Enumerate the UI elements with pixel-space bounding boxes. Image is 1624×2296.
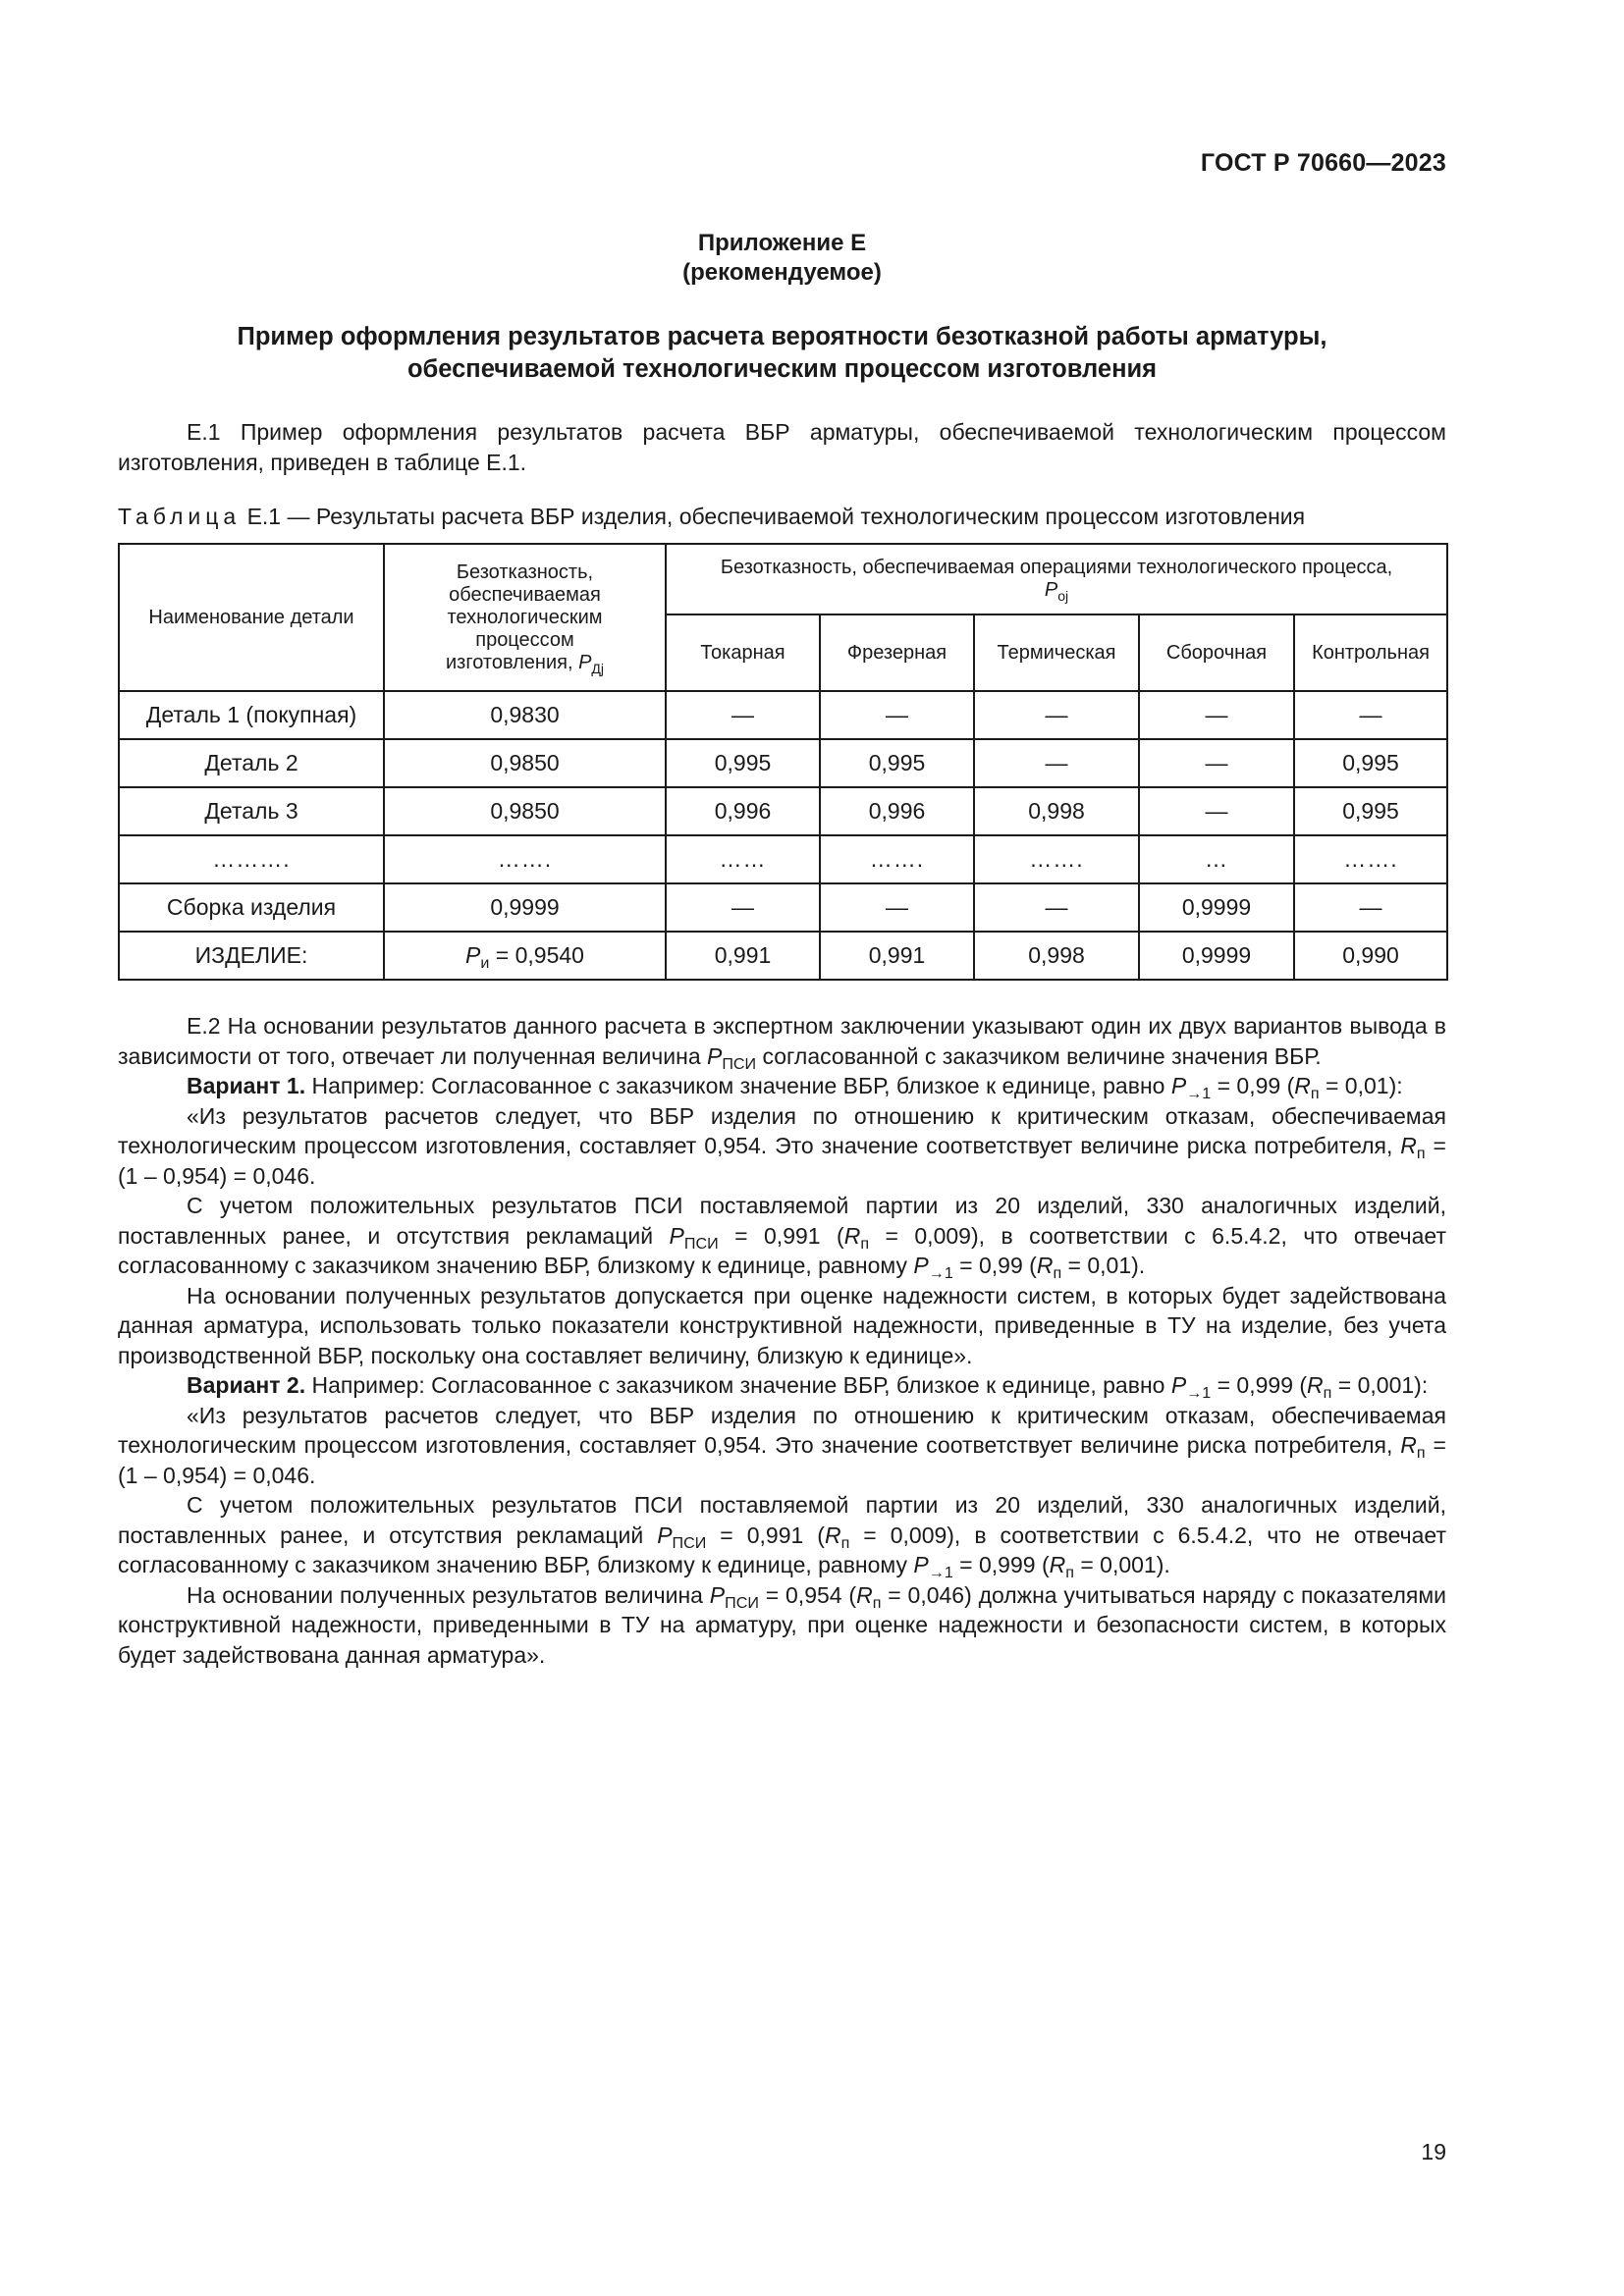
- cell-milling: 0,996: [820, 787, 974, 835]
- math-symbol: R: [1307, 1372, 1324, 1398]
- cell-assembly: 0,9999: [1139, 883, 1294, 932]
- section-title-line-1: Пример оформления результатов расчета вероятности безотказной работы арматуры,: [237, 323, 1327, 350]
- cell-total-assembly: 0,9999: [1139, 932, 1294, 980]
- cell-turning: ……: [666, 835, 820, 883]
- table-row: [119, 883, 1447, 932]
- table-row: [119, 691, 1447, 739]
- text-run: = 0,001):: [1331, 1372, 1429, 1398]
- text-run: = 0,954 (: [758, 1581, 857, 1608]
- math-symbol: P: [1170, 1073, 1187, 1098]
- results-table: [118, 543, 1448, 981]
- table-row-total: [119, 932, 1447, 980]
- conclusion-section: [118, 1011, 1446, 1670]
- cell-total-tech: [384, 932, 666, 980]
- math-subscript: п: [1310, 1085, 1320, 1102]
- appendix-status: (рекомендуемое): [682, 259, 882, 286]
- cell-turning: 0,995: [666, 739, 820, 787]
- cell-turning: —: [666, 691, 820, 739]
- cell-thermal: 0,998: [974, 787, 1139, 835]
- math-symbol: R: [1036, 1253, 1054, 1278]
- math-subscript: ПСИ: [683, 1234, 719, 1253]
- cell-thermal: —: [974, 883, 1139, 932]
- variant-2-quote-3: [118, 1580, 1446, 1671]
- text-run: Например: Согласованное с заказчиком значение ВБР, близкое к единице, равно: [305, 1073, 1171, 1098]
- math-symbol: R: [843, 1222, 861, 1249]
- math-subscript: ПСИ: [672, 1533, 707, 1552]
- math-symbol: P: [707, 1042, 723, 1069]
- total-p-subscript: и: [480, 954, 490, 972]
- cell-assembly: —: [1139, 691, 1294, 739]
- cell-control: 0,995: [1294, 739, 1447, 787]
- variant-1-intro: [118, 1071, 1446, 1101]
- math-symbol: P: [669, 1222, 684, 1249]
- text-run: = 0,001).: [1073, 1552, 1170, 1577]
- total-p-symbol: P: [465, 942, 481, 968]
- cell-assembly: …: [1139, 835, 1294, 883]
- text-run: = 0,009), в соответствии с 6.5.4.2, что не отвечает согласованному с заказчиком значению ВБР, близкому к единице, равному: [118, 1522, 1446, 1577]
- cell-control: —: [1294, 691, 1447, 739]
- math-subscript: ПСИ: [722, 1054, 757, 1073]
- text-run: = 0,999 (: [1211, 1372, 1308, 1398]
- text-run: = 0,99 (: [952, 1253, 1037, 1278]
- math-symbol: R: [1294, 1073, 1311, 1098]
- total-p-value: = 0,9540: [489, 942, 584, 968]
- cell-name: ……….: [119, 835, 384, 883]
- text-run: Е.2 На основании результатов данного расчета в экспертном заключении указывают один их двух вариантов вывода в зависимости от того, отвечает ли полученная величина: [118, 1013, 1446, 1069]
- variant-1-label: Вариант 1.: [187, 1073, 306, 1098]
- header-ops-subscript: оj: [1057, 588, 1069, 604]
- math-subscript: п: [1053, 1264, 1062, 1282]
- variant-2-quote-1: [118, 1401, 1446, 1491]
- cell-turning: —: [666, 883, 820, 932]
- text-run: На основании полученных результатов величина: [187, 1581, 710, 1608]
- cell-tech: 0,9830: [384, 691, 666, 739]
- math-symbol: P: [657, 1522, 673, 1548]
- text-run: = 0,009), в соответствии с 6.5.4.2, что отвечает согласованному с заказчиком значению ВБР, близкому к единице, равному: [118, 1222, 1446, 1278]
- cell-total-milling: 0,991: [820, 932, 974, 980]
- cell-tech: 0,9850: [384, 739, 666, 787]
- cell-turning: 0,996: [666, 787, 820, 835]
- cell-total-name: ИЗДЕЛИЕ:: [119, 932, 384, 980]
- cell-control: —: [1294, 883, 1447, 932]
- cell-thermal: …….: [974, 835, 1139, 883]
- text-run: С учетом положительных результатов ПСИ поставляемой партии из 20 изделий, 330 аналогичных изделий, поставленных ранее, и отсутствия рекламаций: [118, 1193, 1446, 1249]
- math-subscript: →1: [928, 1264, 953, 1282]
- math-symbol: P: [913, 1552, 929, 1577]
- cell-name: Деталь 2: [119, 739, 384, 787]
- table-caption: [118, 502, 1446, 531]
- cell-name: Деталь 1 (покупная): [119, 691, 384, 739]
- math-subscript: →1: [928, 1564, 953, 1581]
- text-run: «Из результатов расчетов следует, что ВБР изделия по отношению к критическим отказам, обеспечиваемая технологическим процессом изготовления, составляет 0,954. Это значение соответствует величине риска потребителя,: [118, 1402, 1446, 1458]
- math-symbol: R: [824, 1522, 841, 1548]
- variant-2-label: Вариант 2.: [187, 1372, 306, 1398]
- math-subscript: п: [872, 1593, 882, 1612]
- cell-control: 0,995: [1294, 787, 1447, 835]
- table-row: [119, 787, 1447, 835]
- cell-total-thermal: 0,998: [974, 932, 1139, 980]
- header-tech-process: [384, 544, 666, 691]
- cell-name: Деталь 3: [119, 787, 384, 835]
- header-operations: [666, 544, 1447, 614]
- table-caption-word: Таблица: [118, 504, 242, 529]
- paragraph-e2: [118, 1011, 1446, 1071]
- cell-tech: 0,9850: [384, 787, 666, 835]
- table-row: [119, 739, 1447, 787]
- math-symbol: R: [1049, 1552, 1066, 1577]
- math-subscript: →1: [1186, 1085, 1212, 1102]
- header-tech-subscript: Дj: [591, 660, 604, 676]
- cell-name: Сборка изделия: [119, 883, 384, 932]
- text-run: = 0,999 (: [952, 1552, 1050, 1577]
- variant-1-quote-3: На основании полученных результатов допускается при оценке надежности систем, в которых будет задействована данная арматура, использовать только показатели конструктивной надежности, приведенные в ТУ на изделие, без учета производственной ВБР, поскольку она составляет величину, близкую к единице».: [118, 1282, 1446, 1368]
- variant-1-quote-1: [118, 1101, 1446, 1192]
- variant-1-quote-2: [118, 1191, 1446, 1281]
- page-number: 19: [1421, 2139, 1446, 2164]
- math-subscript: п: [1323, 1384, 1332, 1402]
- math-subscript: п: [1416, 1145, 1426, 1162]
- math-subscript: ПСИ: [725, 1593, 759, 1612]
- math-symbol: R: [1400, 1432, 1417, 1458]
- text-run: = (1 – 0,954) = 0,046.: [118, 1432, 1446, 1488]
- math-symbol: P: [709, 1581, 726, 1608]
- cell-thermal: —: [974, 739, 1139, 787]
- paragraph-e1: [118, 417, 1446, 477]
- cell-assembly: —: [1139, 787, 1294, 835]
- text-run: = 0,99 (: [1211, 1073, 1295, 1098]
- cell-assembly: —: [1139, 739, 1294, 787]
- variant-2-intro: [118, 1370, 1446, 1401]
- text-run: = (1 – 0,954) = 0,046.: [118, 1133, 1446, 1189]
- math-subscript: п: [1065, 1564, 1074, 1581]
- variant-2-quote-2: [118, 1490, 1446, 1580]
- cell-milling: …….: [820, 835, 974, 883]
- cell-tech: …….: [384, 835, 666, 883]
- standard-designation: ГОСТ Р 70660—2023: [1200, 149, 1446, 177]
- text-run: Например: Согласованное с заказчиком значение ВБР, близкое к единице, равно: [305, 1372, 1171, 1398]
- header-op-turning: Токарная: [666, 614, 820, 691]
- text-run: = 0,991 (: [706, 1522, 825, 1548]
- text-run: = 0,01):: [1319, 1073, 1403, 1098]
- text-run: согласованной с заказчиком величине значения ВБР.: [756, 1042, 1322, 1069]
- header-part-name: Наименование детали: [119, 544, 384, 691]
- text-run: «Из результатов расчетов следует, что ВБР изделия по отношению к критическим отказам, обеспечиваемая технологическим процессом изготовления, составляет 0,954. Это значение соответствует величине риска потребителя,: [118, 1102, 1446, 1158]
- appendix-title: Приложение Е: [697, 230, 867, 256]
- cell-tech: 0,9999: [384, 883, 666, 932]
- section-title-line-2: обеспечиваемой технологическим процессом изготовления: [406, 355, 1158, 383]
- cell-thermal: —: [974, 691, 1139, 739]
- math-subscript: п: [1416, 1444, 1426, 1462]
- header-op-control: Контрольная: [1294, 614, 1447, 691]
- cell-milling: —: [820, 883, 974, 932]
- cell-total-turning: 0,991: [666, 932, 820, 980]
- cell-milling: —: [820, 691, 974, 739]
- section-title: [118, 321, 1446, 386]
- text-run: С учетом положительных результатов ПСИ поставляемой партии из 20 изделий, 330 аналогичных изделий, поставленных ранее, и отсутствия рекламаций: [118, 1492, 1446, 1548]
- table-caption-text: Е.1 — Результаты расчета ВБР изделия, обеспечиваемой технологическим процессом изготовления: [241, 504, 1306, 529]
- header-op-thermal: Термическая: [974, 614, 1139, 691]
- header-ops-symbol: P: [1044, 579, 1058, 601]
- math-symbol: P: [913, 1253, 929, 1278]
- cell-milling: 0,995: [820, 739, 974, 787]
- math-symbol: R: [1400, 1133, 1417, 1158]
- header-tech-symbol: P: [578, 651, 592, 673]
- header-operations-text: Безотказность, обеспечиваемая операциями технологического процесса,: [720, 557, 1393, 578]
- header-tech-process-text: Безотказность, обеспечиваемая технологическим процессом изготовления,: [446, 561, 603, 673]
- math-symbol: R: [856, 1581, 873, 1608]
- math-symbol: P: [1170, 1372, 1187, 1398]
- cell-total-control: 0,990: [1294, 932, 1447, 980]
- math-subscript: п: [860, 1234, 870, 1253]
- table-row: [119, 835, 1447, 883]
- header-op-milling: Фрезерная: [820, 614, 974, 691]
- math-subscript: п: [840, 1533, 850, 1552]
- text-run: = 0,046) должна учитываться наряду с показателями конструктивной надежности, приведенными в ТУ на арматуру, при оценке надежности и безопасности систем, в которых будет задействована данная арматура».: [118, 1581, 1446, 1668]
- cell-control: …….: [1294, 835, 1447, 883]
- math-subscript: →1: [1186, 1384, 1212, 1402]
- text-run: = 0,991 (: [718, 1222, 844, 1249]
- text-run: = 0,01).: [1061, 1253, 1146, 1278]
- header-op-assembly: Сборочная: [1139, 614, 1294, 691]
- paragraph-e1-text: Е.1 Пример оформления результатов расчета ВБР арматуры, обеспечиваемой технологическим процессом изготовления, приведен в таблице Е.1.: [118, 419, 1446, 475]
